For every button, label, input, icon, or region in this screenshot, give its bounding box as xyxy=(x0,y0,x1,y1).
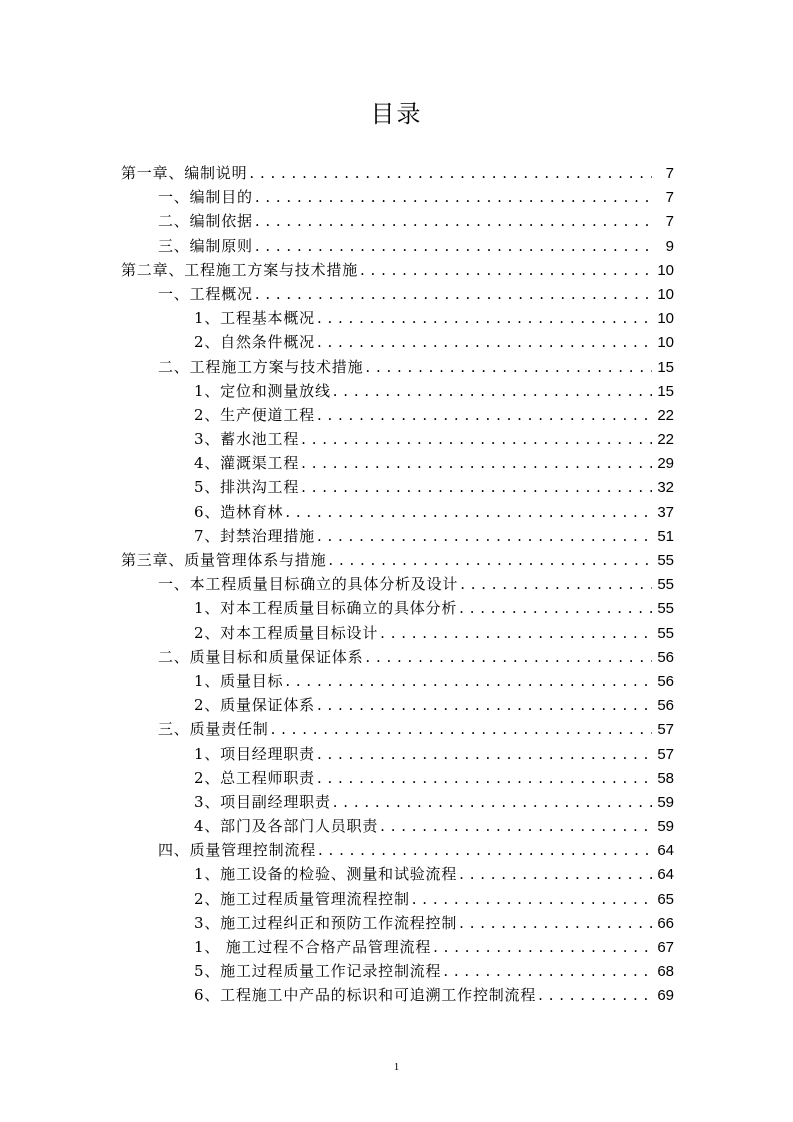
toc-entry-page: 56 xyxy=(657,697,674,715)
toc-entry-label: 2、施工过程质量管理流程控制 xyxy=(194,889,410,908)
toc-entry-page: 55 xyxy=(657,624,674,642)
toc-entry-label: 三、编制原则 xyxy=(158,236,253,255)
toc-entry-page: 68 xyxy=(657,963,674,981)
toc-dot-leader xyxy=(331,790,652,814)
toc-entry[interactable] xyxy=(121,548,674,572)
page-title: 目录 xyxy=(370,100,423,128)
page-number: 1 xyxy=(393,1061,400,1073)
toc-entry-page: 55 xyxy=(657,600,674,618)
toc-entry-page: 15 xyxy=(657,382,674,400)
toc-entry-label: 第二章、工程施工方案与技术措施 xyxy=(121,260,359,279)
toc-entry-label: 5、施工过程质量工作记录控制流程 xyxy=(194,962,442,981)
toc-entry-label: 6、工程施工中产品的标识和可追溯工作控制流程 xyxy=(194,986,537,1005)
toc-dot-leader xyxy=(331,379,652,403)
toc-entry-page: 32 xyxy=(657,479,674,497)
toc-entry-label: 2、自然条件概况 xyxy=(194,333,315,352)
toc-entry[interactable] xyxy=(121,500,674,524)
toc-dot-leader xyxy=(299,427,652,451)
toc-dot-leader xyxy=(316,838,652,862)
toc-entry-label: 4、灌溉渠工程 xyxy=(194,454,300,473)
toc-entry-label: 1、定位和测量放线 xyxy=(194,381,331,400)
toc-dot-leader xyxy=(363,645,652,669)
toc-entry-label: 二、编制依据 xyxy=(158,212,253,231)
toc-entry-page: 10 xyxy=(657,285,674,303)
toc-dot-leader xyxy=(458,572,652,596)
toc-entry-label: 2、对本工程质量目标设计 xyxy=(194,623,379,642)
toc-dot-leader xyxy=(410,887,652,911)
toc-dot-leader xyxy=(457,862,652,886)
toc-dot-leader xyxy=(457,911,652,935)
toc-dot-leader xyxy=(441,959,652,983)
toc-dot-leader xyxy=(283,500,652,524)
toc-dot-leader xyxy=(315,693,652,717)
toc-entry[interactable] xyxy=(121,306,674,330)
toc-entry-label: 6、造林育林 xyxy=(194,502,284,521)
toc-dot-leader xyxy=(315,403,652,427)
toc-entry-page: 57 xyxy=(657,721,674,739)
toc-entry-label: 4、部门及各部门人员职责 xyxy=(194,817,379,836)
toc-entry-label: 一、工程概况 xyxy=(158,284,253,303)
toc-entry[interactable] xyxy=(121,427,674,451)
toc-entry[interactable] xyxy=(121,983,674,1007)
toc-entry[interactable] xyxy=(121,742,674,766)
toc-dot-leader xyxy=(299,475,652,499)
toc-entry-page: 59 xyxy=(657,793,674,811)
toc-entry[interactable] xyxy=(121,959,674,983)
toc-entry[interactable] xyxy=(121,669,674,693)
toc-entry[interactable] xyxy=(121,524,674,548)
toc-entry-page: 7 xyxy=(665,165,674,182)
toc-entry-label: 1、对本工程质量目标确立的具体分析 xyxy=(194,599,458,618)
toc-entry-label: 第一章、编制说明 xyxy=(121,164,248,182)
toc-entry-page: 57 xyxy=(657,745,674,763)
toc-entry-page: 22 xyxy=(657,431,674,449)
toc-entry[interactable] xyxy=(121,451,674,475)
toc-entry-page: 7 xyxy=(665,213,674,231)
toc-entry-page: 29 xyxy=(657,455,674,473)
toc-entry[interactable] xyxy=(121,572,674,596)
toc-entry-page: 56 xyxy=(657,672,674,690)
toc-entry-label: 四、质量管理控制流程 xyxy=(158,841,317,860)
toc-dot-leader xyxy=(457,596,652,620)
toc-entry-label: 1、工程基本概况 xyxy=(194,309,315,328)
toc-entry-label: 2、总工程师职责 xyxy=(194,768,315,787)
toc-dot-leader xyxy=(358,258,652,282)
toc-dot-leader xyxy=(315,766,652,790)
toc-entry[interactable] xyxy=(121,475,674,499)
toc-entry-page: 56 xyxy=(657,648,674,666)
toc-entry-label: 3、项目副经理职责 xyxy=(194,792,331,811)
toc-entry[interactable] xyxy=(121,161,674,185)
toc-entry-page: 66 xyxy=(657,914,674,932)
toc-entry[interactable] xyxy=(121,330,674,354)
toc-dot-leader xyxy=(253,209,652,233)
toc-entry[interactable] xyxy=(121,935,674,959)
toc-entry-label: 三、质量责任制 xyxy=(158,720,269,739)
toc-entry-page: 59 xyxy=(657,818,674,836)
toc-entry[interactable] xyxy=(121,209,674,233)
toc-entry-page: 67 xyxy=(657,939,674,956)
toc-entry[interactable] xyxy=(121,258,674,282)
table-of-contents xyxy=(121,161,674,1008)
toc-entry-page: 15 xyxy=(657,358,674,376)
toc-entry-label: 2、生产便道工程 xyxy=(194,405,315,424)
toc-dot-leader xyxy=(431,935,652,959)
toc-dot-leader xyxy=(253,234,652,258)
toc-entry-page: 55 xyxy=(657,576,674,594)
toc-entry-page: 9 xyxy=(665,237,674,255)
toc-entry-label: 7、封禁治理措施 xyxy=(194,526,315,545)
toc-entry[interactable] xyxy=(121,282,674,306)
toc-entry-page: 37 xyxy=(657,503,674,521)
toc-entry-label: 一、本工程质量目标确立的具体分析及设计 xyxy=(158,575,459,594)
toc-entry-label: 1、质量目标 xyxy=(194,671,284,690)
toc-entry-page: 65 xyxy=(657,890,674,908)
toc-dot-leader xyxy=(315,306,652,330)
toc-entry[interactable] xyxy=(121,621,674,645)
toc-entry[interactable] xyxy=(121,862,674,886)
toc-entry-page: 10 xyxy=(657,261,674,279)
toc-entry[interactable] xyxy=(121,185,674,209)
toc-dot-leader xyxy=(363,355,652,379)
toc-dot-leader xyxy=(315,742,652,766)
toc-entry[interactable] xyxy=(121,911,674,935)
toc-entry-page: 69 xyxy=(657,987,674,1005)
toc-entry-page: 10 xyxy=(657,334,674,352)
toc-entry-label: 1、施工设备的检验、测量和试验流程 xyxy=(194,865,458,884)
toc-dot-leader xyxy=(299,451,652,475)
toc-entry[interactable] xyxy=(121,379,674,403)
toc-entry[interactable] xyxy=(121,717,674,741)
toc-dot-leader xyxy=(326,548,652,572)
toc-entry-page: 64 xyxy=(657,866,674,884)
toc-entry-label: 二、工程施工方案与技术措施 xyxy=(158,357,364,376)
toc-dot-leader xyxy=(253,185,652,209)
toc-entry-label: 2、质量保证体系 xyxy=(194,696,315,715)
toc-entry-label: 3、施工过程纠正和预防工作流程控制 xyxy=(194,913,458,932)
toc-entry-page: 7 xyxy=(665,189,674,207)
toc-dot-leader xyxy=(315,330,652,354)
toc-dot-leader xyxy=(247,161,652,185)
toc-entry[interactable] xyxy=(121,645,674,669)
toc-entry-label: 二、质量目标和质量保证体系 xyxy=(158,647,364,666)
toc-entry-label: 一、编制目的 xyxy=(158,188,253,207)
toc-entry[interactable] xyxy=(121,355,674,379)
toc-entry-page: 58 xyxy=(657,769,674,787)
toc-entry-label: 1、项目经理职责 xyxy=(194,744,315,763)
toc-entry-page: 64 xyxy=(657,842,674,860)
toc-entry[interactable] xyxy=(121,596,674,620)
toc-dot-leader xyxy=(269,717,652,741)
toc-entry-label: 1、 施工过程不合格产品管理流程 xyxy=(194,938,432,956)
toc-entry[interactable] xyxy=(121,403,674,427)
toc-entry[interactable] xyxy=(121,887,674,911)
toc-entry-label: 3、蓄水池工程 xyxy=(194,430,300,449)
toc-dot-leader xyxy=(283,669,652,693)
toc-entry-page: 22 xyxy=(657,406,674,424)
toc-entry-page: 10 xyxy=(657,310,674,328)
toc-dot-leader xyxy=(378,621,652,645)
toc-entry-label: 第三章、质量管理体系与措施 xyxy=(121,551,327,569)
toc-entry[interactable] xyxy=(121,838,674,862)
toc-dot-leader xyxy=(315,524,652,548)
toc-entry[interactable] xyxy=(121,814,674,838)
toc-entry[interactable] xyxy=(121,766,674,790)
toc-dot-leader xyxy=(253,282,652,306)
toc-dot-leader xyxy=(378,814,652,838)
toc-entry-label: 5、排洪沟工程 xyxy=(194,478,300,497)
toc-entry[interactable] xyxy=(121,693,674,717)
toc-dot-leader xyxy=(536,983,652,1007)
toc-entry-page: 55 xyxy=(657,552,674,569)
toc-entry-page: 51 xyxy=(657,527,674,545)
toc-entry[interactable] xyxy=(121,790,674,814)
toc-entry[interactable] xyxy=(121,234,674,258)
